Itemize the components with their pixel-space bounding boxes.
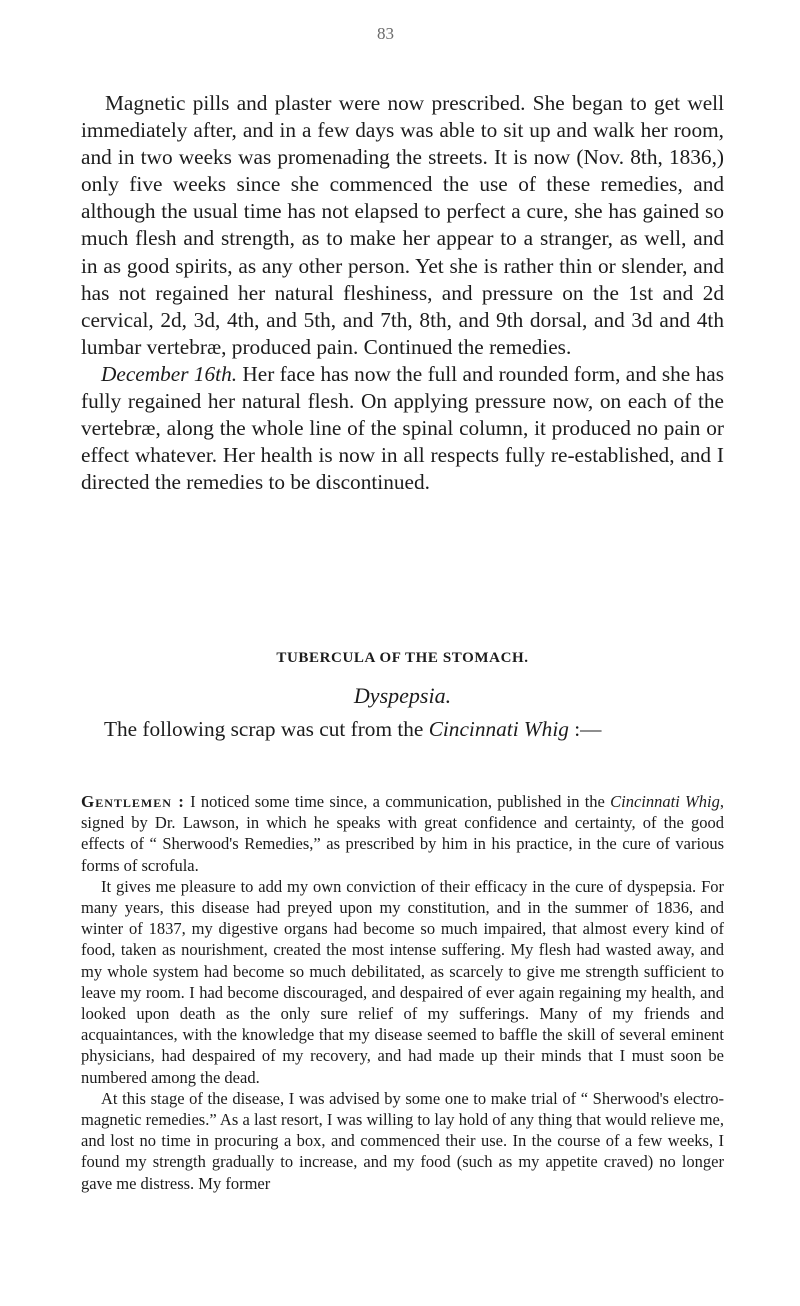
letter-salutation: Gentlemen : [81,792,185,811]
paragraph-2-text: Her face has now the full and rounded form, and she has fully regained her natural flesh. On applying pressure now, on each of the vertebræ, along the whole line of the spinal column, it produced no pain or effect whatever. Her health is now in all respects fully re-established, and I directed the remedies to be discontinued. [81,361,724,495]
page-number: 83 [377,24,394,43]
intro-source: Cincinnati Whig [428,717,569,741]
case-report-text [81,90,724,496]
letter-paragraph-3: At this stage of the disease, I was advised by some one to make trial of “ Sherwood's electro-magnetic remedies.” As a last resort, I was willing to lay hold of any thing that would relieve me, and lost no time in procuring a box, and commenced their use. In the course of a few weeks, I found my strength gradually to increase, and my food (such as my appetite craved) no longer gave me distress. My former [81,1088,724,1193]
intro-text-after: :— [568,717,602,741]
letter-p1-a: I noticed some time since, a communication, published in the [184,792,611,811]
letter-paragraph-2: It gives me pleasure to add my own conviction of their efficacy in the cure of dyspepsia. For many years, this disease had preyed upon my constitution, and in the summer of 1836, and winter of 1837, my digestive organs had become so much impaired, that almost every kind of food, taken as nourishment, created the most intense suffering. My flesh had wasted away, and my whole system had become so much debilitated, as scarcely to give me strength sufficient to leave my room. I had become discouraged, and despaired of ever again regaining my health, and looked upon death as the only sure relief of my sufferings. Many of my friends and acquaintances, with the knowledge that my disease seemed to baffle the skill of several eminent physicians, had despaired of my recovery, and had made up their minds that I must soon be numbered among the dead. [81,876,724,1087]
section-title: TUBERCULA OF THE STOMACH. [276,650,529,666]
letter-paragraph-1 [81,791,724,876]
letter-p1-source: Cincinnati Whig [610,792,720,811]
date-lead: December 16th. [101,361,238,386]
paragraph-1: Magnetic pills and plaster were now prescribed. She began to get well immediately after, and in a few days was able to sit up and walk her room, and in two weeks was promenading the streets. It is now (Nov. 8th, 1836,) only five weeks since she commenced the use of these remedies, and although the usual time has not elapsed to perfect a cure, she has gained so much flesh and strength, as to make her appear to a stranger, as well, and in as good spirits, as any other person. Yet she is rather thin or slender, and has not regained her natural fleshiness, and pressure on the 1st and 2d cervical, 2d, 3d, 4th, and 5th, and 7th, 8th, and 9th dorsal, and 3d and 4th lumbar vertebræ, produced pain. Continued the remedies. [81,91,724,359]
section-subtitle: Dyspepsia. [353,683,452,708]
intro-line [104,717,601,742]
letter-p1-b: , signed by Dr. Lawson, in which he speaks with great confidence and certainty, of the good effects of “ Sherwood's Remedies,” as prescribed by him in his practice, in the cure of various forms of scrofula. [81,792,724,875]
intro-text-before: The following scrap was cut from the [104,717,429,741]
quoted-letter [81,791,724,1194]
paragraph-2 [81,361,724,496]
